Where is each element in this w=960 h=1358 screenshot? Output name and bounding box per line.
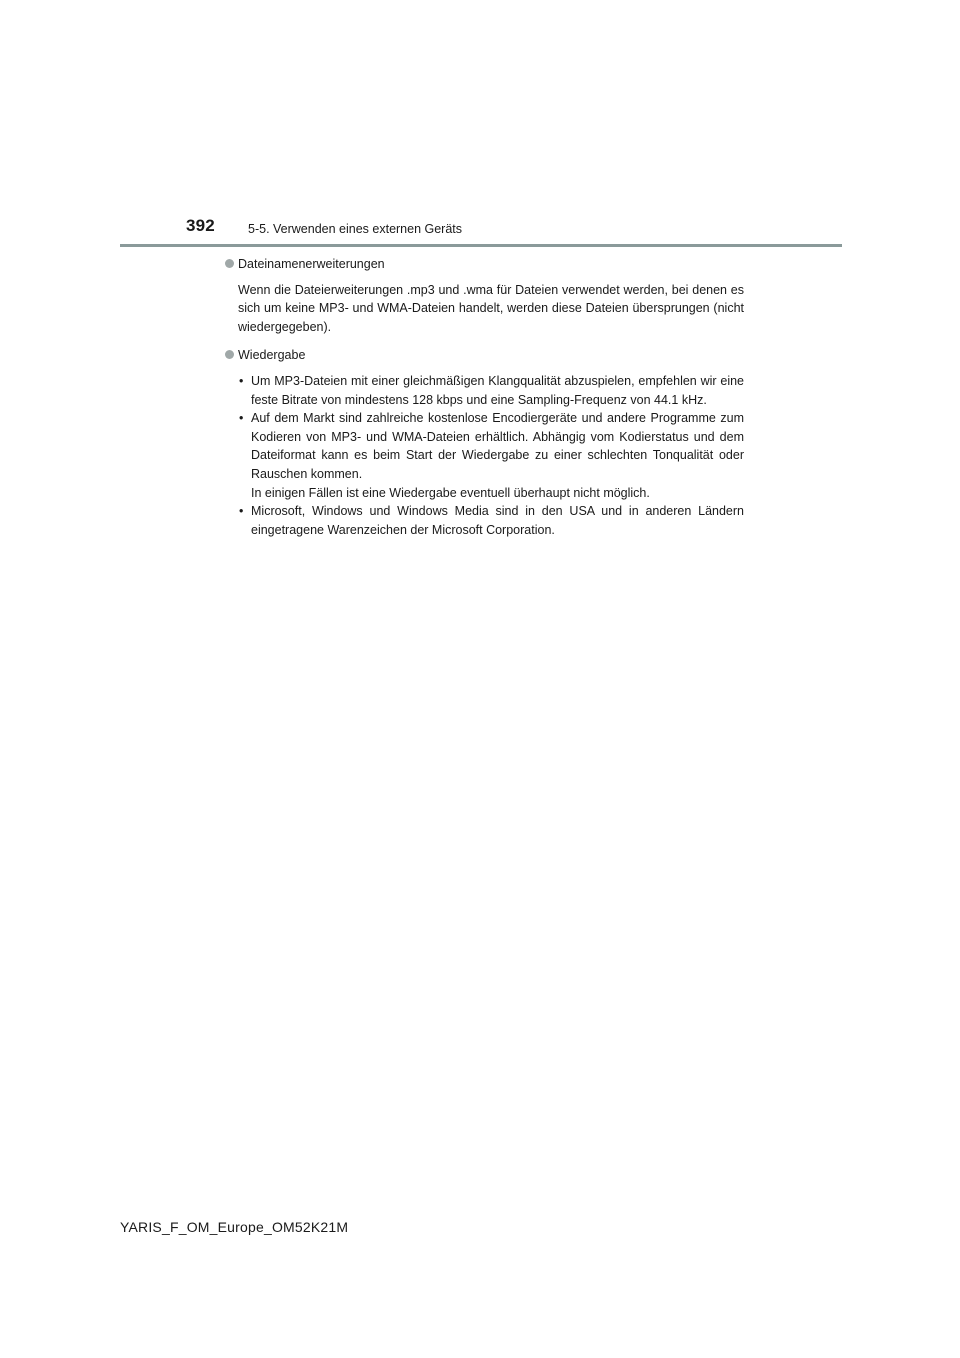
circle-bullet-icon xyxy=(225,259,234,268)
section-gap xyxy=(225,336,744,346)
footer-document-code: YARIS_F_OM_Europe_OM52K21M xyxy=(120,1219,349,1235)
list-item-note: In einigen Fällen ist eine Wiedergabe eventuell überhaupt nicht möglich. xyxy=(251,485,650,500)
list-item xyxy=(225,409,744,502)
page-content xyxy=(225,255,744,539)
page-number: 392 xyxy=(186,216,215,235)
playback-list xyxy=(225,372,744,539)
list-dot-icon: • xyxy=(239,504,244,519)
circle-bullet-icon xyxy=(225,350,234,359)
heading-file-extensions: Dateinamenerweiterungen xyxy=(238,257,385,271)
list-dot-icon: • xyxy=(239,411,244,426)
heading-playback: Wiedergabe xyxy=(238,348,306,363)
list-item-text: Auf dem Markt sind zahlreiche kostenlose Encodiergeräte und andere Programme zum Kodieren von MP3- und WMA-Dateien erhältlich. Abhängig vom Kodierstatus und dem Dateiformat kann es beim Start der Wiedergabe zu einer schlechten Tonqualität oder Rauschen kommen. xyxy=(251,411,744,481)
paragraph-file-extensions: Wenn die Dateierweiterungen .mp3 und .wma für Dateien verwendet werden, bei denen es sich um keine MP3- und WMA-Dateien handelt, werden diese Dateien übersprungen (nicht wiedergegeben). xyxy=(238,282,744,334)
list-item xyxy=(225,372,744,409)
list-item-text: Microsoft, Windows und Windows Media sind in den USA und in anderen Ländern eingetragene Warenzeichen der Microsoft Corporation. xyxy=(251,504,744,537)
bullet-heading xyxy=(225,346,744,365)
section-title: 5-5. Verwenden eines externen Geräts xyxy=(248,222,463,236)
list-item-text: Um MP3-Dateien mit einer gleichmäßigen Klangqualität abzuspielen, empfehlen wir eine feste Bitrate von mindestens 128 kbps und eine Sampling-Frequenz von 44.1 kHz. xyxy=(251,373,744,407)
list-dot-icon: • xyxy=(239,373,244,388)
header-rule xyxy=(120,244,842,247)
list-item xyxy=(225,502,744,539)
bullet-heading xyxy=(225,255,744,274)
